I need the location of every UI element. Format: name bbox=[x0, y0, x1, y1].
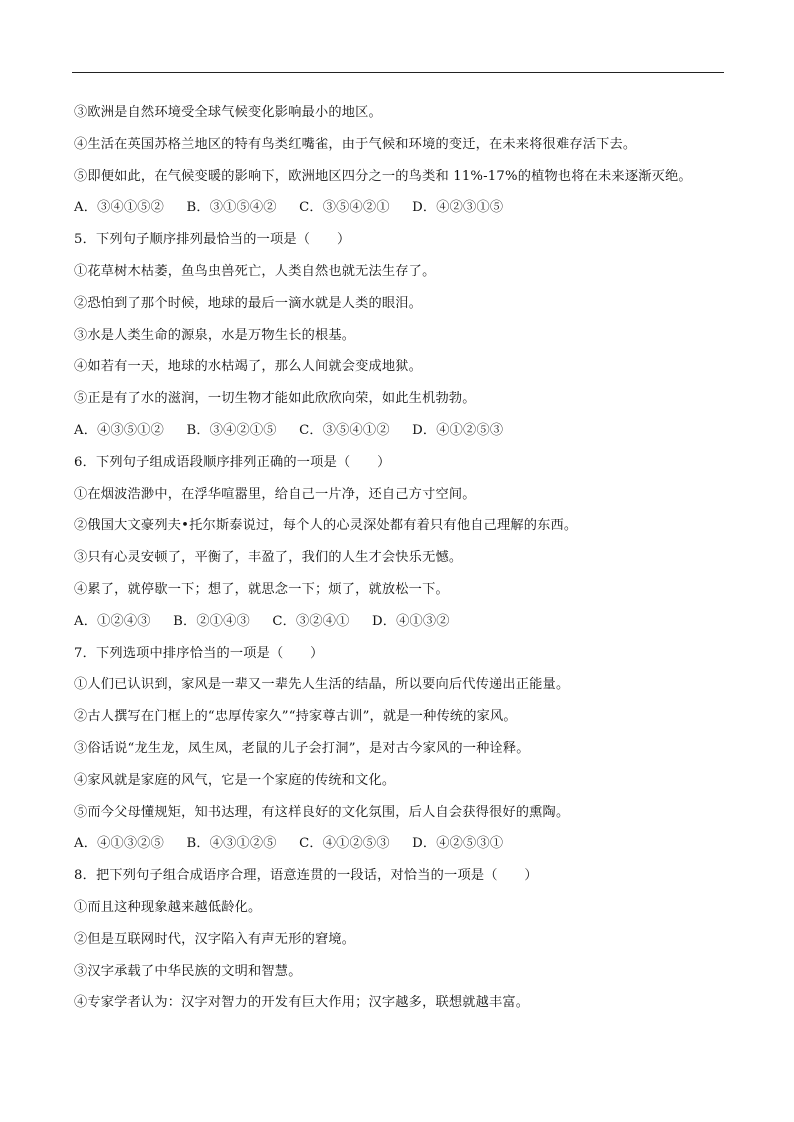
q6-option-c: C．③②④① bbox=[272, 613, 350, 629]
q7-sentence-4: ④家风就是家庭的风气，它是一个家庭的传统和文化。 bbox=[74, 772, 396, 788]
q8-stem: 8．把下列句子组合成语序合理，语意连贯的一段话，对恰当的一项是（ ） bbox=[74, 868, 538, 884]
q5-option-c: C．③⑤④①② bbox=[299, 422, 390, 438]
q7-sentence-3: ③俗话说“龙生龙，凤生凤，老鼠的儿子会打洞”，是对古今家风的一种诠释。 bbox=[74, 740, 530, 756]
q7-option-c: C．④①②⑤③ bbox=[299, 836, 390, 852]
q6-options bbox=[74, 606, 734, 638]
q7-stem: 7．下列选项中排序恰当的一项是（ ） bbox=[74, 645, 324, 661]
document-body bbox=[74, 97, 734, 1019]
q5-sentence-4: ④如若有一天，地球的水枯竭了，那么人间就会变成地狱。 bbox=[74, 359, 423, 375]
q7-sentence-1: ①人们已认识到，家风是一辈又一辈先人生活的结晶，所以要向后代传递出正能量。 bbox=[74, 677, 570, 693]
q6-sentence-1: ①在烟波浩渺中，在浮华喧嚣里，给自己一片净，还自己方寸空间。 bbox=[74, 486, 476, 502]
q4-sentence-3: ③欧洲是自然环境受全球气候变化影响最小的地区。 bbox=[74, 105, 382, 120]
q6-sentence-3: ③只有心灵安顿了，平衡了，丰盈了，我们的人生才会快乐无憾。 bbox=[74, 550, 463, 566]
q6-option-a: A．①②④③ bbox=[74, 613, 151, 629]
q8-sentence-3: ③汉字承载了中华民族的文明和智慧。 bbox=[74, 963, 302, 979]
q5-option-d: D．④①②⑤③ bbox=[412, 422, 504, 438]
q6-stem: 6．下列句子组成语段顺序排列正确的一项是（ ） bbox=[74, 454, 391, 470]
q6-option-b: B．②①④③ bbox=[173, 613, 250, 629]
q7-sentence-2: ②古人撰写在门框上的“忠厚传家久”“持家尊古训”，就是一种传统的家风。 bbox=[74, 709, 517, 725]
q8-sentence-2: ②但是互联网时代，汉字陷入有声无形的窘境。 bbox=[74, 931, 356, 947]
q4-options bbox=[74, 192, 734, 224]
q4-option-d: D．④②③①⑤ bbox=[412, 200, 504, 216]
q4-option-c: C．③⑤④②① bbox=[299, 200, 390, 216]
q7-sentence-5: ⑤而今父母懂规矩，知书达理，有这样良好的文化氛围，后人自会获得很好的熏陶。 bbox=[74, 804, 570, 820]
q5-options bbox=[74, 415, 734, 447]
header-rule bbox=[72, 72, 724, 73]
q6-sentence-2: ②俄国大文豪列夫•托尔斯泰说过，每个人的心灵深处都有着只有他自己理解的东西。 bbox=[74, 518, 578, 534]
q7-option-d: D．④②⑤③① bbox=[412, 836, 504, 852]
q4-sentence-4: ④生活在英国苏格兰地区的特有鸟类红嘴雀，由于气候和环境的变迁，在未来将很难存活下去。 bbox=[74, 136, 637, 152]
q7-options bbox=[74, 828, 734, 860]
q5-option-a: A．④③⑤①② bbox=[74, 422, 165, 438]
q5-sentence-2: ②恐怕到了那个时候，地球的最后一滴水就是人类的眼泪。 bbox=[74, 295, 423, 311]
q5-sentence-1: ①花草树木枯萎，鱼鸟虫兽死亡，人类自然也就无法生存了。 bbox=[74, 263, 436, 279]
q8-sentence-1: ①而且这种现象越来越低龄化。 bbox=[74, 899, 262, 915]
q5-option-b: B．③④②①⑤ bbox=[186, 422, 277, 438]
q6-option-d: D．④①③② bbox=[371, 613, 450, 629]
q8-sentence-4: ④专家学者认为：汉字对智力的开发有巨大作用；汉字越多，联想就越丰富。 bbox=[74, 995, 530, 1011]
q5-stem: 5．下列句子顺序排列最恰当的一项是（ ） bbox=[74, 232, 351, 248]
q6-sentence-4: ④累了，就停歇一下；想了，就思念一下；烦了，就放松一下。 bbox=[74, 581, 449, 597]
q4-option-a: A．③④①⑤② bbox=[74, 200, 165, 216]
q4-sentence-5: ⑤即便如此，在气候变暖的影响下，欧洲地区四分之一的鸟类和 11%-17%的植物也将在未来逐渐灭绝。 bbox=[74, 168, 692, 184]
q5-sentence-5: ⑤正是有了水的滋润，一切生物才能如此欣欣向荣，如此生机勃勃。 bbox=[74, 391, 476, 407]
q5-sentence-3: ③水是人类生命的源泉，水是万物生长的根基。 bbox=[74, 327, 356, 343]
q4-option-b: B．③①⑤④② bbox=[186, 200, 277, 216]
q7-option-a: A．④①③②⑤ bbox=[74, 836, 165, 852]
q7-option-b: B．④③①②⑤ bbox=[186, 836, 277, 852]
